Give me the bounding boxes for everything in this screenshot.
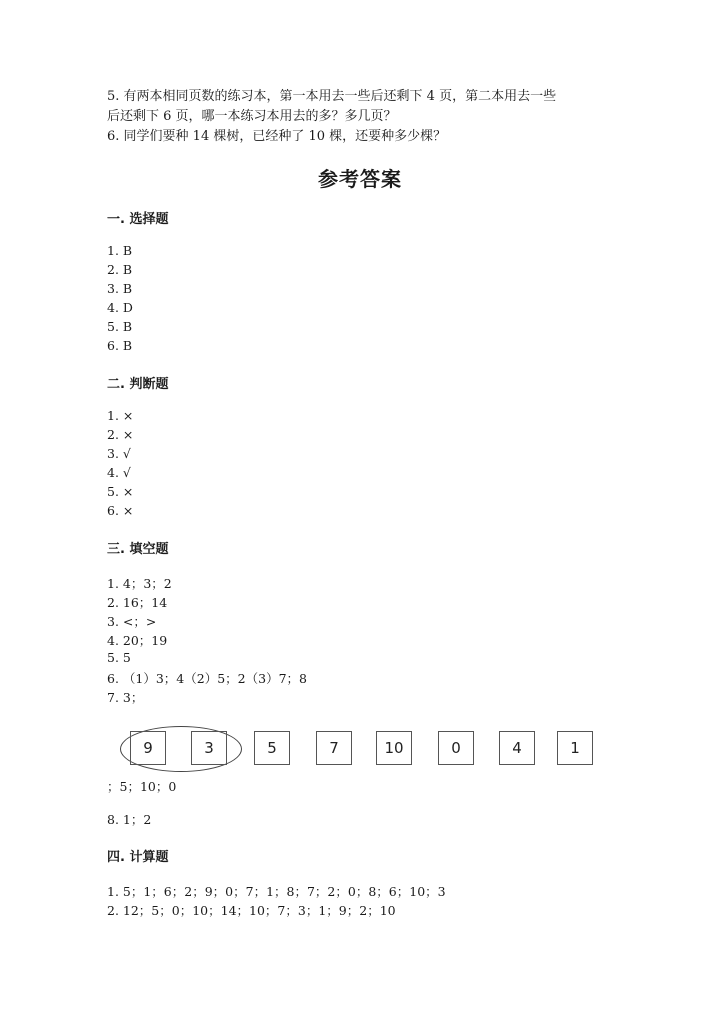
number-box: 10 bbox=[376, 731, 412, 765]
section-heading-judge: 二. 判断题 bbox=[107, 377, 169, 392]
question-5-line-1: 5. 有两本相同页数的练习本，第一本用去一些后还剩下 4 页，第二本用去一些 bbox=[107, 89, 557, 104]
calc-answer: 2. 12；5；0；10；14；10；7；3；1；9；2；10 bbox=[107, 903, 396, 918]
question-5-line-2: 后还剩下 6 页，哪一本练习本用去的多？多几页？ bbox=[107, 109, 397, 124]
choice-answer: 1. B bbox=[107, 243, 133, 258]
choice-answer: 3. B bbox=[107, 281, 133, 296]
choice-answer: 2. B bbox=[107, 262, 133, 277]
fill-answer: 5. 5 bbox=[107, 650, 131, 665]
number-box: 9 bbox=[130, 731, 166, 765]
fill-answer: 3. <；> bbox=[107, 614, 157, 629]
number-box: 4 bbox=[499, 731, 535, 765]
page-title: 参考答案 bbox=[318, 167, 402, 191]
section-heading-calc: 四. 计算题 bbox=[107, 850, 169, 865]
judge-answer: 2. × bbox=[107, 427, 134, 442]
fill-answer: 2. 16；14 bbox=[107, 595, 168, 610]
section-heading-choice: 一. 选择题 bbox=[107, 212, 169, 227]
fill-answer: 6. （1）3；4（2）5；2（3）7；8 bbox=[107, 671, 307, 686]
judge-answer: 5. × bbox=[107, 484, 134, 499]
number-box: 3 bbox=[191, 731, 227, 765]
number-box: 5 bbox=[254, 731, 290, 765]
calc-answer: 1. 5；1；6；2；9；0；7；1；8；7；2；0；8；6；10；3 bbox=[107, 884, 446, 899]
fill-answer: 1. 4；3；2 bbox=[107, 576, 172, 591]
judge-answer: 6. × bbox=[107, 503, 134, 518]
fill-answer: 4. 20；19 bbox=[107, 633, 168, 648]
number-box: 1 bbox=[557, 731, 593, 765]
fill-answer: 8. 1；2 bbox=[107, 812, 152, 827]
number-box: 7 bbox=[316, 731, 352, 765]
judge-answer: 1. × bbox=[107, 408, 134, 423]
number-box: 0 bbox=[438, 731, 474, 765]
judge-answer: 4. √ bbox=[107, 465, 131, 480]
choice-answer: 6. B bbox=[107, 338, 133, 353]
fill-answer-7-continued: ；5；10；0 bbox=[107, 779, 177, 794]
judge-answer: 3. √ bbox=[107, 446, 131, 461]
choice-answer: 4. D bbox=[107, 300, 133, 315]
question-6: 6. 同学们要种 14 棵树，已经种了 10 棵，还要种多少棵？ bbox=[107, 129, 447, 144]
choice-answer: 5. B bbox=[107, 319, 133, 334]
fill-answer: 7. 3； bbox=[107, 690, 144, 705]
section-heading-fill: 三. 填空题 bbox=[107, 542, 169, 557]
